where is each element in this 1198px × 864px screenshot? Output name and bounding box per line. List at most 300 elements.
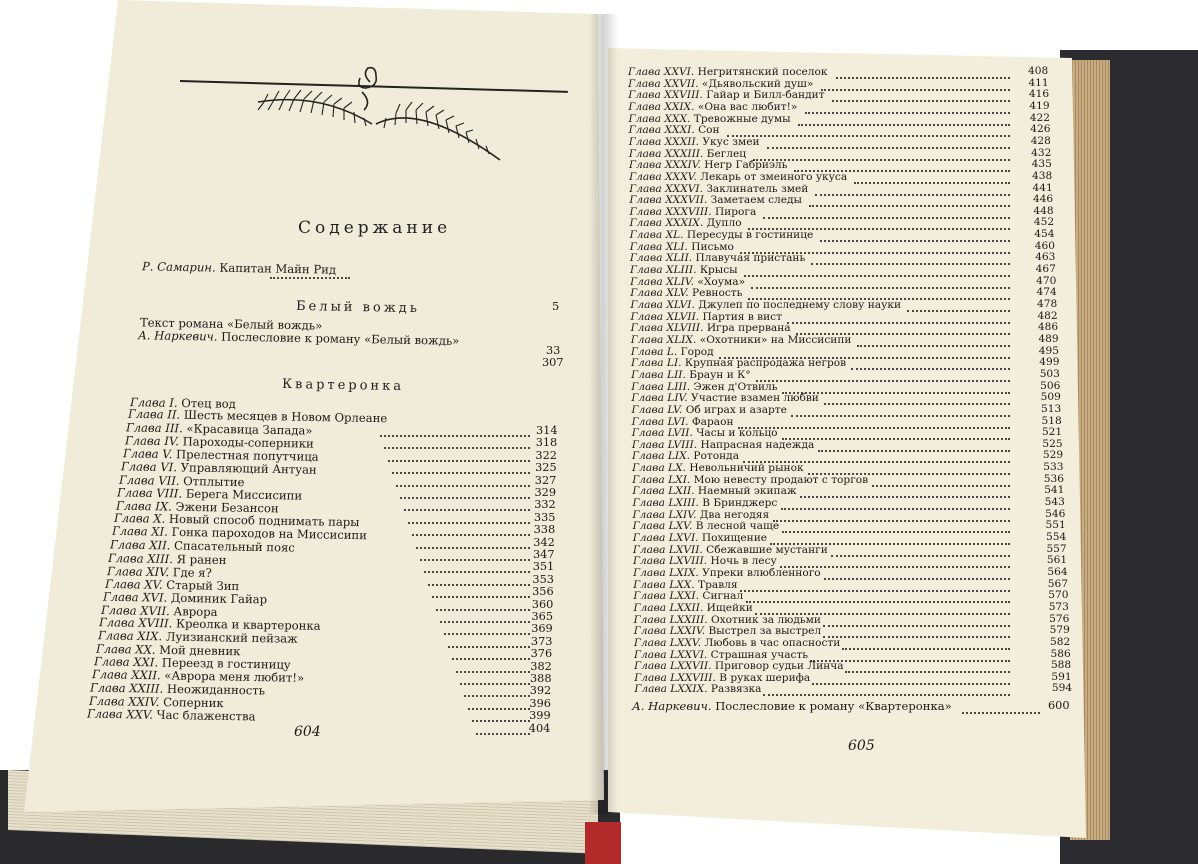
leader-dots [416,545,530,549]
section-title-white-chief: Белый вождь [295,298,420,317]
chapter-title: Где я? [172,565,212,580]
chapter-label: Глава LXIII. [632,497,703,510]
chapter-title: Заклинатель змей [706,182,809,195]
chapter-label: Глава XL. [629,229,687,242]
chapter-title: Час блаженства [156,707,256,724]
leader-dots [392,470,530,474]
intro-title: Капитан Майн Рид [219,260,337,277]
leader-dots [823,623,1010,627]
leader-dots [756,378,1010,382]
chapter-label: Глава LI. [631,357,685,370]
chapter-label: Глава LXXIII. [633,613,711,626]
chapter-label: Глава XXI. [93,654,162,670]
leader-dots [448,644,530,648]
leader-dots [452,656,530,660]
chapter-label: Глава VI. [120,459,181,475]
chapter-title: Аврора [173,604,218,620]
leader-dots [763,692,1010,696]
right-chapter-page: 525 [1042,437,1063,450]
intro-author: Р. Самарин. [141,259,216,275]
leader-dots [787,320,1010,324]
chapter-label: Глава XXVIII. [628,89,707,102]
leader-dots [791,413,1010,417]
chapter-label: Глава XX. [95,641,160,657]
chapter-title: Крупная распродажа негров [684,357,847,370]
chapter-title: Похищение [701,532,768,544]
section-title-quadroon: Квартеронка [281,376,405,395]
leader-dots [831,553,1010,557]
chapter-title: Укус змеи [702,135,760,148]
chapter-title: Беглец [706,147,747,160]
right-chapter-page: 513 [1041,402,1062,415]
leader-dots [428,582,530,586]
left-chapter-page: 365 [531,610,554,623]
right-chapter-page: 460 [1034,239,1055,252]
chapter-title: Доминик Гайар [170,590,268,607]
chapter-title: Участие взамен любви [691,392,819,405]
right-chapter-page: 509 [1040,391,1061,404]
chapter-title: Любовь в час опасности [704,636,841,649]
left-chapter-page: 396 [529,696,551,710]
left-chapter-page: 335 [533,510,556,524]
leader-dots [907,308,1010,312]
right-chapter-page: 591 [1051,670,1072,683]
chapter-label: Глава XXXIV. [628,159,705,172]
leader-dots [727,133,1010,137]
leader-dots [384,445,530,449]
chapter-title: Управляющий Антуан [180,460,317,477]
chapter-label: Глава XXXVI. [629,182,707,195]
right-chapter-page: 478 [1037,298,1058,310]
right-chapter-page: 454 [1034,228,1055,241]
leader-dots [444,631,530,635]
right-chapter-page: 506 [1040,379,1061,392]
spine-ribbon [585,822,621,864]
chapter-label: Глава XLV. [630,287,693,300]
chapter-label: Глава XXIII. [90,680,168,696]
right-chapter-page: 557 [1046,542,1067,555]
leader-dots [781,506,1010,510]
chapter-title: Отплытие [183,474,245,490]
chapter-title: Мою невесту продают с торгов [693,473,869,486]
chapter-title: Письмо [691,240,734,253]
page-number-left: 604 [294,724,321,740]
chapter-title: Игра прервана [706,322,791,335]
leader-dots [420,557,530,561]
chapter-label: Глава LXXIV. [633,625,709,638]
chapter-label: Глава XXVI. [628,66,698,78]
toc-heading: Содержание [298,218,452,238]
right-chapter-page: 594 [1051,682,1073,695]
leader-dots [746,599,1010,603]
chapter-label: Глава LXXVIII. [634,671,720,684]
chapter-title: Пароходы-соперники [182,434,314,451]
leader-dots [408,520,530,524]
chapter-title: Сон [698,124,720,137]
right-chapter-page: 541 [1044,484,1065,497]
chapter-title: Наемный экипаж [697,485,797,498]
leader-dots [800,494,1010,498]
leader-dots [782,529,1010,533]
chapter-label: Глава LIV. [631,392,692,405]
left-chapter-page: 351 [532,560,555,574]
chapter-title: Эжен д'Отвиль [693,380,778,393]
section1-afterword[interactable]: А. Наркевич. Послесловие к роману «Белый вождь» [137,328,460,348]
leader-dots [468,706,530,710]
chapter-label: Глава LII. [631,368,690,381]
leader-dots [396,483,530,487]
right-chapter-page: 435 [1031,158,1052,171]
chapter-label: Глава XVII. [101,602,174,619]
leader-dots [815,192,1010,196]
right-chapter-page: 567 [1047,577,1069,590]
chapter-title: Выстрел за выстрел [708,625,822,638]
chapter-title: Старый Зип [165,577,240,594]
chapter-label: Глава XXII. [92,667,165,683]
chapter-title: Развязка [710,683,762,696]
right-chapter-page: 482 [1037,309,1058,322]
chapter-label: Глава V. [122,446,176,462]
left-chapter-page: 327 [534,473,557,487]
chapter-title: Ищейки [706,601,753,614]
right-chapter-page: 416 [1028,88,1050,101]
right-chapter-page: 573 [1048,600,1069,613]
leader-dots [432,594,530,598]
chapter-label: Глава XIV. [106,564,173,580]
chapter-label: Глава XXXV. [629,170,701,183]
leader-dots [464,693,530,697]
chapter-title: Берега Миссисипи [186,486,303,503]
leader-dots [782,436,1010,440]
quadroon-afterword-page: 600 [1048,699,1070,712]
right-chapter-page: 529 [1042,449,1064,462]
right-chapter-page: 446 [1032,193,1054,206]
chapter-label: Глава XXXIII. [628,147,707,160]
right-chapter-page: 422 [1029,111,1051,124]
right-chapter-page: 486 [1037,321,1059,334]
right-chapter-page: 441 [1032,181,1053,194]
right-chapter-page: 564 [1047,565,1068,578]
chapter-label: Глава XXXII. [628,135,703,148]
chapter-label: Глава XXXIX. [629,217,707,230]
chapter-label: Глава LXXVII. [634,660,715,673]
leader-dots [832,98,1010,102]
section1-item-text[interactable]: Текст романа «Белый вождь» [139,315,323,333]
feather-ornament-icon [250,62,510,172]
chapter-title: «Охотники» на Миссисипи [699,333,852,346]
leader-dots [836,75,1010,79]
leader-dots [753,157,1010,161]
chapter-title: Прелестная попутчица [175,447,319,464]
chapter-title: Пирога [714,205,757,218]
chapter-title: Негр Габриэль [704,159,788,172]
leader-dots [818,448,1010,452]
left-chapter-page: 353 [532,572,554,586]
chapter-title: Напрасная надежда [700,438,815,451]
chapter-title: Эжени Безансон [175,499,279,516]
leader-dots [773,518,1010,522]
chapter-title: В Бринджерс [702,497,778,510]
left-chapter-page: 314 [536,424,558,437]
right-chapter-page: 582 [1050,635,1071,648]
page-number-right: 605 [848,738,875,754]
chapter-title: Я ранен [176,552,227,568]
chapter-label: Глава XIII. [108,550,178,567]
right-chapter-page: 586 [1050,647,1071,660]
chapter-label: Глава XLIV. [630,275,698,288]
chapter-title: В руках шерифа [719,671,811,684]
chapter-title: Травля [698,578,738,591]
chapter-title: Луизианский пейзаж [165,629,298,646]
left-chapter-page: 318 [535,436,558,450]
chapter-label: Глава XXIX. [628,100,698,113]
right-chapter-page: 546 [1045,507,1066,520]
chapter-label: Глава LV. [631,403,686,416]
right-chapter-page: 570 [1048,589,1069,602]
chapter-label: Глава XI. [111,523,172,539]
chapter-title: Лекарь от змеиного укуса [700,170,848,183]
leader-dots [809,203,1010,207]
left-chapter-page: 360 [531,597,554,611]
left-chapter-page: 347 [533,548,555,561]
chapter-title: Соперник [162,695,224,711]
leader-dots [380,433,530,437]
chapter-label: Глава XVI. [102,589,172,605]
leader-dots [857,343,1010,347]
chapter-title: Сбежавшие мустанги [706,543,828,556]
leader-dots [962,710,1040,714]
right-chapter-page: 495 [1038,344,1060,357]
leader-dots [440,619,530,623]
chapter-label: Глава LXVI. [632,532,702,544]
leader-dots [472,718,530,722]
leader-dots [811,261,1010,265]
chapter-label: Глава VII. [119,472,184,489]
chapter-label: Глава XLII. [629,252,696,265]
chapter-title: Часы и кольцо [696,427,778,440]
book-gutter [588,14,618,814]
chapter-title: Пересуды в гостинице [686,229,814,242]
leader-dots [872,483,1010,487]
chapter-label: Глава XIX. [97,628,166,644]
right-chapter-page: 499 [1039,356,1060,369]
leader-dots [821,87,1010,91]
chapter-title: Джулеп по последнему слову науки [698,299,902,311]
leader-dots [851,366,1010,370]
right-chapter-page: 588 [1050,659,1072,672]
leader-dots [823,634,1010,638]
chapter-label: Глава XLVII. [630,310,703,323]
chapter-label: Глава XLVI. [630,299,699,311]
right-chapter-page: 551 [1045,519,1066,532]
chapter-title: Ротонда [693,450,740,463]
leader-dots [400,495,530,499]
chapter-label: Глава LXIX. [633,566,703,579]
right-chapter-page: 533 [1043,461,1064,474]
chapter-label: Глава IX. [115,498,176,514]
chapter-title: Ревность [692,287,743,300]
chapter-title: Сигнал [702,590,744,603]
leader-dots [436,607,530,611]
left-chapter-page: 373 [530,634,553,648]
leader-dots [744,273,1010,277]
leader-dots [388,458,530,462]
section1-item-page: 5 [552,300,560,313]
chapter-title: Упреки влюбленного [702,566,821,579]
chapter-title: Спасательный пояс [174,538,296,555]
chapter-label: Глава LIX. [631,450,694,463]
chapter-title: Два негодяя [699,508,770,521]
right-chapter-page: 448 [1033,204,1054,217]
chapter-title: Переезд в гостиницу [161,655,291,672]
chapter-title: Новый способ поднимать пары [168,511,360,530]
right-chapter-page: 474 [1036,286,1057,299]
leader-dots [751,285,1010,289]
leader-dots [460,681,530,685]
chapter-label: Глава LVII. [631,427,697,440]
chapter-label: Глава XXXI. [628,124,699,137]
chapter-title: Крысы [699,264,738,277]
quadroon-afterword[interactable]: А. Наркевич. Послесловие к роману «Квартеронка» [632,699,952,713]
chapter-label: Глава XLIII. [630,264,700,277]
chapter-label: Глава XXIV. [88,693,163,710]
chapter-title: Гайар и Билл-бандит [706,89,825,102]
leader-dots [854,180,1010,184]
section1-afterword-page: 307 [542,356,564,369]
section1-extra-page: 33 [546,344,561,357]
chapter-title: В лесной чаще [695,520,780,533]
right-chapter-page: 536 [1043,472,1064,485]
chapter-label: Глава LXV. [632,520,696,533]
leader-dots [424,569,530,573]
right-chapter-page: 467 [1035,263,1056,276]
left-chapter-page: 356 [532,585,554,599]
chapter-title: «Красавица Запада» [186,421,313,438]
chapter-label: Глава XXX. [628,112,694,125]
chapter-title: Шесть месяцев в Новом Орлеане [183,407,388,426]
chapter-label: Глава LXXV. [633,636,705,649]
right-chapter-page: 432 [1031,146,1052,159]
right-chapter-page: 426 [1030,123,1051,136]
left-chapter-page: 332 [534,498,556,512]
right-chapter-page: 419 [1029,99,1050,112]
left-chapter-page: 338 [533,523,556,537]
leader-dots [456,669,530,673]
chapter-title: Страшная участь [710,648,809,661]
chapter-title: «Дьявольский душ» [701,77,814,90]
chapter-label: Глава XII. [110,537,175,553]
chapter-label: Глава LXI. [632,473,694,486]
chapter-title: Отец вод [181,395,236,411]
right-chapter-page: 438 [1032,169,1053,182]
left-chapter-page: 404 [528,721,551,735]
chapter-title: Дупло [706,217,742,230]
chapter-title: Фараон [691,415,734,428]
chapter-label: Глава X. [113,510,169,526]
right-chapter-page: 503 [1039,367,1060,380]
chapter-title: Плавучая пристань [695,252,806,265]
chapter-title: Браун и К° [689,368,751,381]
chapter-label: Глава XLVIII. [630,322,707,335]
chapter-title: Приговор судьи Линча [714,660,844,673]
chapter-label: Глава II. [128,406,185,422]
right-chapter-page: 518 [1041,414,1062,427]
right-chapter-page: 561 [1046,554,1068,567]
leader-dots [805,110,1010,114]
chapter-label: Глава LXXIX. [634,683,711,696]
chapter-label: Глава XLI. [629,240,692,253]
chapter-label: Глава L. [630,345,681,358]
left-chapter-page: 325 [535,461,557,475]
chapter-label: Глава LXXI. [633,590,703,603]
chapter-label: Глава LXXII. [633,601,707,614]
chapter-label: Глава III. [126,420,187,436]
right-chapter-page: 428 [1030,134,1051,147]
chapter-label: Глава LXVII. [632,543,707,556]
chapter-label: Глава XVIII. [99,615,177,631]
chapter-label: Глава XXXVII. [629,194,711,207]
leader-dots [842,646,1010,650]
left-chapter-page: 329 [534,486,557,499]
chapter-title: Партия в вист [702,310,782,323]
leader-dots [270,275,350,279]
left-chapter-page: 342 [533,535,555,549]
chapter-title: Тревожные думы [693,112,791,125]
right-chapter-page: 579 [1049,624,1070,637]
right-chapter-page: 543 [1044,496,1065,509]
chapter-label: Глава XLIX. [630,333,700,346]
chapter-title: Креолка и квартеронка [176,616,322,633]
leader-dots [738,425,1010,429]
chapter-label: Глава LXII. [632,485,698,498]
chapter-title: «Она вас любит!» [697,100,798,113]
chapter-label: Глава XXV. [86,706,157,722]
left-chapter-page: 388 [530,672,552,685]
chapter-title: Ночь в лесу [710,555,777,568]
chapter-label: Глава LIII. [631,380,694,393]
chapter-label: Глава XXVII. [628,77,702,90]
chapter-title: Негритянский поселок [697,66,828,78]
chapter-label: Глава LXIV. [632,508,700,521]
chapter-title: Город [680,345,714,358]
left-chapter-page: 369 [531,622,553,636]
right-chapter-page: 470 [1036,274,1057,287]
chapter-label: Глава LXXVI. [634,648,711,661]
chapter-label: Глава LXX. [633,578,699,591]
chapter-title: Охотник за людьми [710,613,821,626]
leader-dots [820,238,1010,242]
right-chapter-page: 489 [1038,332,1059,345]
chapter-title: Мой дневник [158,642,241,659]
chapter-title: Заметаем следы [710,194,802,207]
left-chapter-page: 376 [530,647,553,661]
leader-dots [824,401,1010,405]
chapter-label: Глава LVIII. [631,438,701,451]
chapter-title: Невольничий рынок [689,462,804,475]
right-chapter-page: 411 [1028,76,1049,89]
chapter-label: Глава LX. [632,462,690,475]
leader-dots [767,145,1010,149]
leader-dots [404,507,530,511]
leader-dots [812,681,1010,685]
chapter-label: Глава XXXVIII. [629,205,715,218]
chapter-label: Глава IV. [124,433,183,449]
chapter-label: Глава I. [129,395,182,410]
leader-dots [763,215,1010,219]
right-chapter-entry[interactable] [634,683,761,696]
right-chapter-page: 463 [1035,251,1056,264]
chapter-label: Глава VIII. [117,485,187,501]
